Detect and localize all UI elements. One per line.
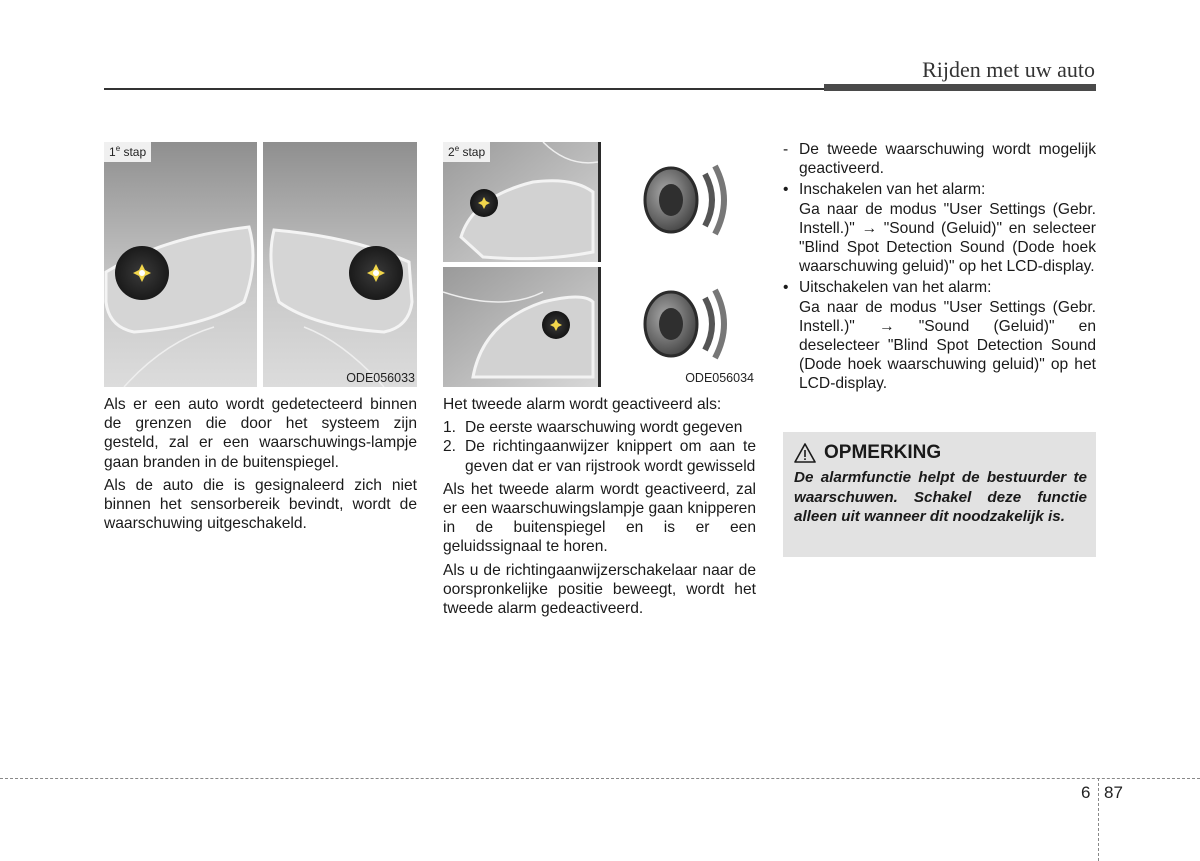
page-number: 87 [1104, 783, 1123, 802]
note-text: De alarmfunctie helpt de bestuurder te waarschuwen. Schakel deze functie alleen uit wanneer dit noodzakelijk is. [794, 469, 1087, 525]
list-item [783, 140, 1096, 178]
note-title: OPMERKING [824, 442, 942, 463]
note-box [783, 432, 1096, 557]
list-item [443, 418, 756, 437]
figure-step-1 [104, 142, 417, 387]
list-item-title: Uitschakelen van het alarm: [799, 279, 992, 297]
figure-step-2 [443, 142, 756, 387]
header-rule [104, 88, 824, 90]
mirror-speaker-illustration [443, 142, 756, 387]
paragraph: Als het tweede alarm wordt geactiveerd, zal er een waarschuwingslampje gaan knipperen in de buitenspiegel en is er een geluidssignaal te horen. [443, 480, 756, 556]
list-item-title: Inschakelen van het alarm: [799, 181, 986, 199]
list-item-text: De eerste waarschuwing wordt gegeven [465, 419, 743, 437]
list-marker: 2. [443, 438, 457, 456]
list-item [783, 180, 1096, 276]
warning-triangle-icon [794, 443, 816, 463]
list-item [783, 278, 1096, 393]
list-item [443, 437, 756, 475]
bullet-marker: • [783, 279, 789, 297]
bullet-list [783, 140, 1096, 394]
footer-divider [0, 778, 1200, 779]
mirror-illustration-1 [104, 142, 417, 387]
column-2-text [443, 395, 756, 622]
page-number-divider [1098, 778, 1099, 861]
list-item-text: Ga naar de modus "User Settings (Gebr. Instell.)" → "Sound (Geluid)" en selecteer "Blind Spot Detection Sound (Dode hoek waarschuwing geluid)" op het LCD-display. [799, 200, 1096, 276]
chapter-number: 6 [1081, 783, 1091, 802]
header-rule-accent [824, 84, 1096, 91]
list-item-text: Ga naar de modus "User Settings (Gebr. Instell.)" → "Sound (Geluid)" en deselecteer "Blind Spot Detection Sound (Dode hoek waarschuwing geluid)" op het LCD-display. [799, 298, 1096, 393]
bullet-marker: • [783, 181, 789, 199]
figure-code: ODE056034 [685, 371, 754, 385]
figure-step-label: 1e stap [104, 142, 151, 162]
page-header-title: Rijden met uw auto [922, 57, 1095, 82]
column-3-text [783, 140, 1096, 394]
figure-code: ODE056033 [346, 371, 415, 385]
list-marker: 1. [443, 419, 457, 437]
numbered-list [443, 418, 756, 476]
note-header [794, 442, 1087, 464]
figure-step-label: 2e stap [443, 142, 490, 162]
paragraph: Als de auto die is gesignaleerd zich niet binnen het sensorbereik bevindt, wordt de waarschuwing uitgeschakeld. [104, 476, 417, 533]
paragraph: Als u de richtingaanwijzerschakelaar naar de oorspronkelijke positie beweegt, wordt het tweede alarm gedeactiveerd. [443, 561, 756, 618]
paragraph: Als er een auto wordt gedetecteerd binnen de grenzen die door het systeem zijn gesteld, zal er een waarschuwings-lampje gaan branden in de buitenspiegel. [104, 396, 417, 471]
list-item-text: De richtingaanwijzer knippert om aan te geven dat er van rijstrook wordt gewisseld [465, 438, 756, 475]
column-1-text [104, 395, 417, 537]
list-item-text: De tweede waarschuwing wordt mogelijk geactiveerd. [799, 141, 1096, 178]
paragraph: Het tweede alarm wordt geactiveerd als: [443, 396, 722, 413]
list-marker: - [783, 141, 789, 158]
